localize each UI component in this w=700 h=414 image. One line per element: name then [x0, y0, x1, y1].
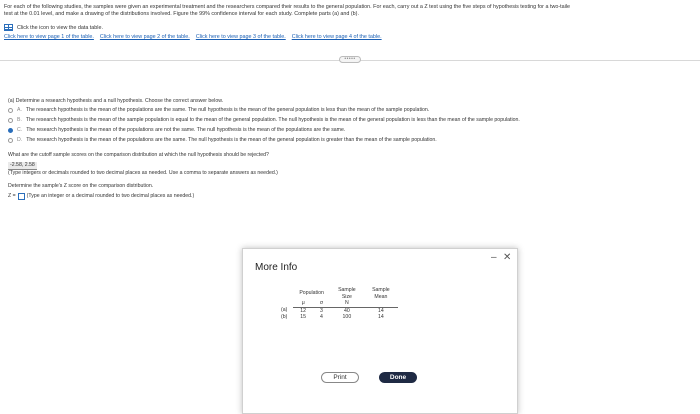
option-c-text: The research hypothesis is the mean of the populations are not the same. The null hypothesis is the mean of the populations are the same.: [26, 127, 346, 133]
option-d-text: The research hypothesis is the mean of the populations are the same. The null hypothesis is the mean of the general population is greater than the mean of the sample population.: [26, 137, 437, 143]
z-score-input[interactable]: [18, 193, 25, 200]
table-icon[interactable]: [4, 24, 13, 31]
sample-size-header: Sample Size: [338, 287, 356, 300]
row-label: (a): [281, 307, 288, 314]
option-c[interactable]: [8, 127, 345, 134]
dialog-title: More Info: [255, 262, 298, 273]
page-3-link[interactable]: Click here to view page 3 of the table.: [195, 34, 286, 40]
mu-cell: 15: [300, 314, 307, 320]
population-header: Population: [299, 290, 324, 297]
option-b-letter: B.: [17, 117, 22, 123]
cutoff-prompt: What are the cutoff sample scores on the comparison distribution at which the null hypothesis should be rejected?: [8, 152, 269, 158]
z-input-row: [8, 193, 194, 200]
sigma-cell: 3: [320, 307, 323, 314]
option-a[interactable]: [8, 107, 429, 114]
data-table: [275, 287, 398, 321]
option-d[interactable]: [8, 137, 437, 144]
minimize-button[interactable]: –: [491, 252, 497, 263]
intro-line-2: test at the 0.01 level, and make a drawing of the distributions involved. Figure the 99% confidence interval for each study. Complete parts (a) and (b).: [4, 11, 359, 17]
expand-dots: •••••: [344, 56, 356, 62]
expand-button[interactable]: [339, 56, 361, 63]
page-1-link[interactable]: Click here to view page 1 of the table.: [4, 34, 94, 40]
mu-cell: 12: [300, 307, 307, 314]
page-4-link[interactable]: Click here to view page 4 of the table.: [291, 34, 382, 40]
problem-intro: [4, 4, 570, 18]
cutoff-answer-field[interactable]: -2.58, 2.58: [10, 162, 35, 168]
n-cell: 100: [342, 314, 352, 320]
row-label: (b): [281, 314, 288, 320]
z-label: Z =: [8, 193, 16, 200]
n-cell: 40: [343, 307, 350, 314]
option-a-letter: A.: [17, 107, 22, 113]
mean-cell: 14: [377, 307, 384, 314]
option-a-text: The research hypothesis is the mean of the populations are the same. The null hypothesis is the mean of the general population is less than the mean of the sample population.: [25, 107, 430, 113]
table-page-links: [4, 34, 382, 40]
data-table-link-row[interactable]: [4, 24, 103, 31]
sample-mean-header: Sample Mean: [372, 287, 390, 300]
table-row: [275, 307, 398, 314]
table-row: [275, 314, 398, 321]
radio-b[interactable]: [8, 118, 13, 123]
cutoff-hint: (Type integers or decimals rounded to two decimal places as needed. Use a comma to separate answers as needed.): [8, 170, 278, 176]
n-header: N: [330, 300, 364, 307]
sigma-cell: 4: [320, 314, 323, 320]
print-button[interactable]: Print: [321, 372, 359, 383]
option-b[interactable]: [8, 117, 520, 124]
sigma-header: σ: [313, 300, 330, 307]
z-prompt: Determine the sample's Z score on the comparison distribution.: [8, 183, 154, 189]
mean-cell: 14: [377, 314, 384, 320]
mu-header: μ: [293, 300, 313, 307]
option-c-letter: C.: [17, 127, 23, 133]
intro-line-1: For each of the following studies, the samples were given an experimental treatment and the researchers compared their results to the general population. For each, carry out a Z test using the five steps of hypothesis testing for a two-taile: [4, 4, 571, 10]
part-a-prompt: (a) Determine a research hypothesis and a null hypothesis. Choose the correct answer below.: [8, 98, 224, 104]
radio-a[interactable]: [8, 108, 13, 113]
close-icon[interactable]: ✕: [503, 252, 512, 263]
radio-d[interactable]: [8, 138, 13, 143]
option-d-letter: D.: [17, 137, 23, 143]
option-b-text: The research hypothesis is the mean of the sample population is equal to the mean of the general population. The null hypothesis is the mean of the general population is less than the mean of the sample population.: [25, 117, 520, 123]
more-info-dialog: [242, 248, 518, 414]
done-button[interactable]: Done: [379, 372, 417, 383]
page-2-link[interactable]: Click here to view page 2 of the table.: [99, 34, 190, 40]
cutoff-answer-row: [8, 162, 37, 170]
z-hint: (Type an integer or a decimal rounded to two decimal places as needed.): [26, 193, 195, 200]
data-table-link[interactable]: Click the icon to view the data table.: [17, 24, 103, 31]
radio-c-selected[interactable]: [8, 128, 13, 133]
